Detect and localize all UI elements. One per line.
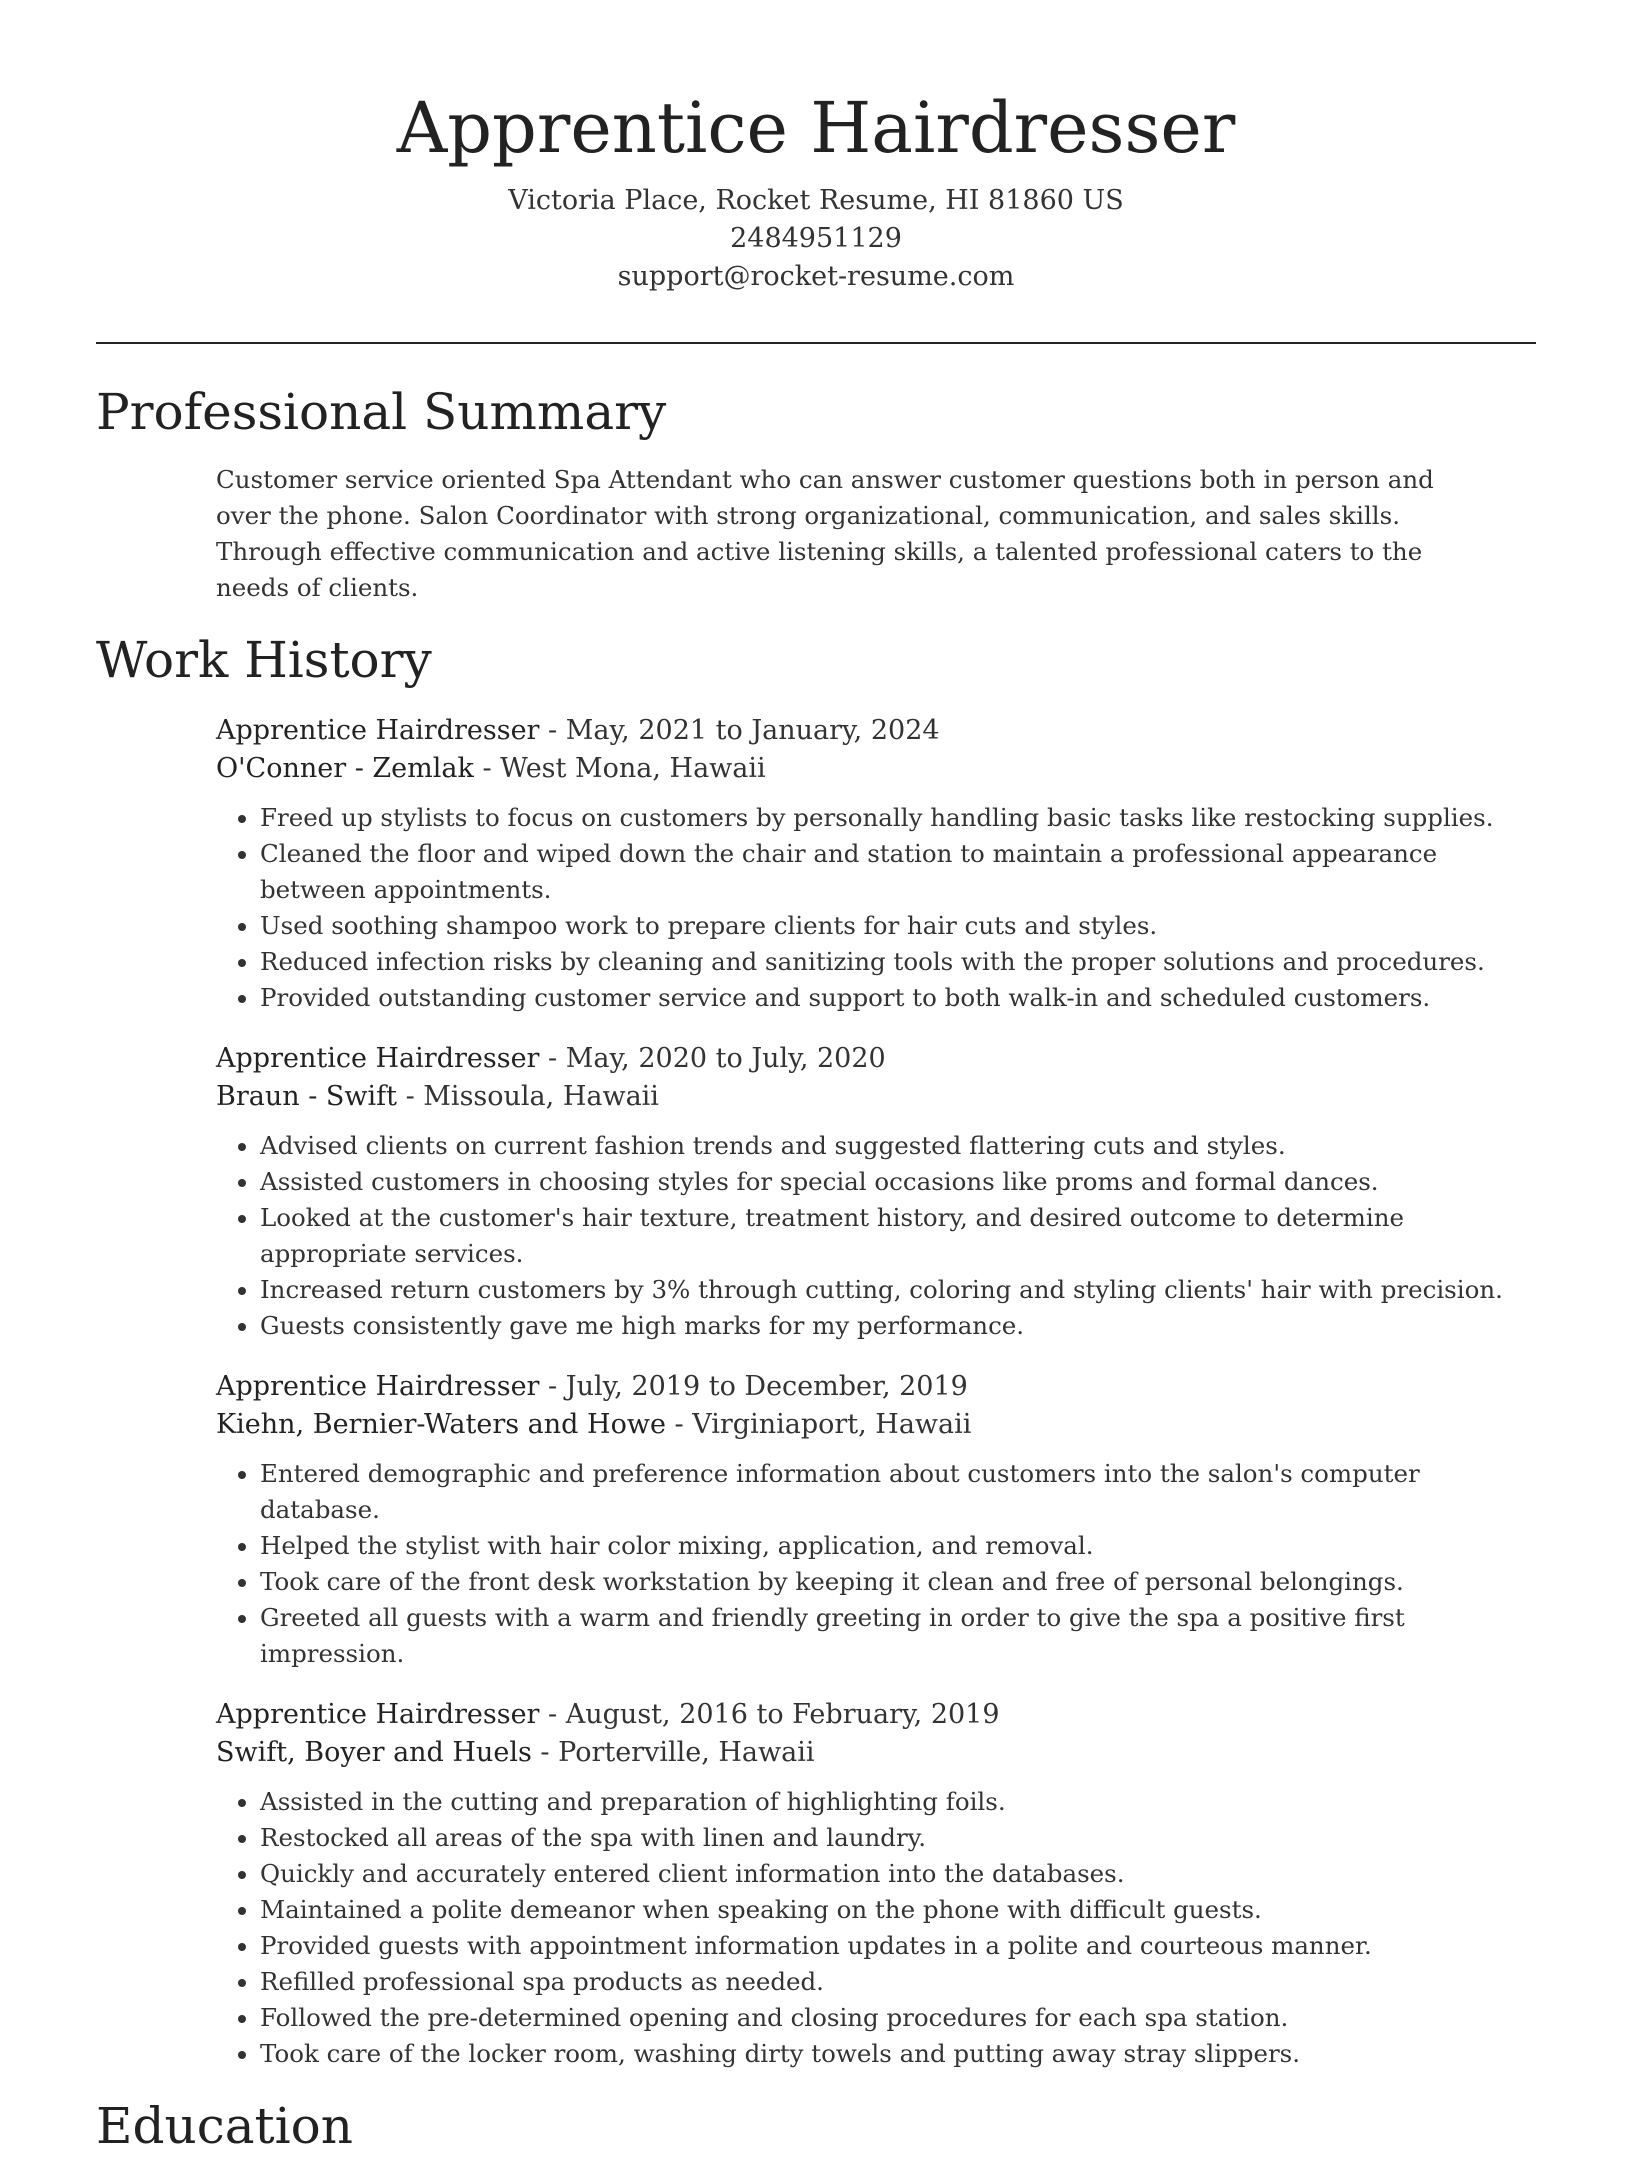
job-entry bbox=[216, 712, 1516, 1016]
contact-info bbox=[0, 182, 1632, 296]
job-heading bbox=[216, 1368, 1516, 1406]
job-location: - Missoula, Hawaii bbox=[397, 1081, 659, 1112]
job-bullet: • Looked at the customer's hair texture, treatment history, and desired outcome to determine appropriate services. bbox=[260, 1200, 1516, 1272]
job-bullet: • Cleaned the floor and wiped down the chair and station to maintain a professional appearance between appointments. bbox=[260, 836, 1516, 908]
contact-address: Victoria Place, Rocket Resume, HI 81860 US bbox=[508, 185, 1124, 216]
job-company: Swift, Boyer and Huels bbox=[216, 1737, 532, 1768]
summary-heading: Professional Summary bbox=[96, 383, 667, 441]
job-bullets bbox=[216, 1784, 1516, 2072]
education-section bbox=[96, 2094, 1536, 2158]
work-history-section bbox=[96, 628, 1536, 2072]
job-location: - Porterville, Hawaii bbox=[531, 1737, 815, 1768]
job-bullet: • Greeted all guests with a warm and friendly greeting in order to give the spa a positive first impression. bbox=[260, 1600, 1516, 1672]
job-bullet: • Followed the pre-determined opening and closing procedures for each spa station. bbox=[260, 2000, 1516, 2036]
job-bullets bbox=[216, 1456, 1516, 1672]
job-bullet: • Guests consistently gave me high marks for my performance. bbox=[260, 1308, 1516, 1344]
job-heading bbox=[216, 1696, 1516, 1734]
job-employer bbox=[216, 1734, 1516, 1772]
job-title: Apprentice Hairdresser bbox=[216, 715, 540, 746]
job-heading bbox=[216, 1040, 1516, 1078]
job-location: - West Mona, Hawaii bbox=[473, 753, 766, 784]
job-entry bbox=[216, 1696, 1516, 2072]
job-bullet: • Reduced infection risks by cleaning and sanitizing tools with the proper solutions and procedures. bbox=[260, 944, 1516, 980]
job-employer bbox=[216, 1406, 1516, 1444]
job-heading bbox=[216, 712, 1516, 750]
job-location: - Virginiaport, Hawaii bbox=[665, 1409, 972, 1440]
job-bullet: • Increased return customers by 3% through cutting, coloring and styling clients' hair with precision. bbox=[260, 1272, 1516, 1308]
work-history-heading: Work History bbox=[96, 631, 432, 689]
job-bullet: • Refilled professional spa products as needed. bbox=[260, 1964, 1516, 2000]
job-bullets bbox=[216, 1128, 1516, 1344]
job-employer bbox=[216, 750, 1516, 788]
job-dates: - July, 2019 to December, 2019 bbox=[539, 1371, 968, 1402]
job-company: Kiehn, Bernier-Waters and Howe bbox=[216, 1409, 666, 1440]
job-bullet: • Provided guests with appointment information updates in a polite and courteous manner. bbox=[260, 1928, 1516, 1964]
job-title: Apprentice Hairdresser bbox=[216, 1699, 540, 1730]
job-bullet: • Restocked all areas of the spa with linen and laundry. bbox=[260, 1820, 1516, 1856]
job-title: Apprentice Hairdresser bbox=[216, 1043, 540, 1074]
candidate-name: Apprentice Hairdresser bbox=[396, 87, 1236, 169]
job-bullet: • Freed up stylists to focus on customers by personally handling basic tasks like restocking supplies. bbox=[260, 800, 1516, 836]
job-bullet: • Took care of the locker room, washing dirty towels and putting away stray slippers. bbox=[260, 2036, 1516, 2072]
summary-text: Customer service oriented Spa Attendant who can answer customer questions both in person and over the phone. Salon Coordinator with strong organizational, communication, and sales skills. Through effective communication and active listening skills, a talented professional caters to the needs of clients. bbox=[216, 465, 1434, 602]
job-dates: - May, 2020 to July, 2020 bbox=[539, 1043, 886, 1074]
job-company: O'Conner - Zemlak bbox=[216, 753, 474, 784]
job-dates: - August, 2016 to February, 2019 bbox=[539, 1699, 1000, 1730]
job-employer bbox=[216, 1078, 1516, 1116]
job-bullet: • Used soothing shampoo work to prepare clients for hair cuts and styles. bbox=[260, 908, 1516, 944]
job-bullet: • Assisted customers in choosing styles for special occasions like proms and formal dances. bbox=[260, 1164, 1516, 1200]
contact-phone: 2484951129 bbox=[730, 223, 902, 254]
job-bullet: • Advised clients on current fashion trends and suggested flattering cuts and styles. bbox=[260, 1128, 1516, 1164]
summary-section bbox=[96, 380, 1536, 606]
job-company: Braun - Swift bbox=[216, 1081, 397, 1112]
resume-body bbox=[96, 380, 1536, 2158]
job-entry bbox=[216, 1040, 1516, 1344]
job-entry bbox=[216, 1368, 1516, 1672]
job-bullet: • Took care of the front desk workstation by keeping it clean and free of personal belongings. bbox=[260, 1564, 1516, 1600]
education-heading: Education bbox=[96, 2097, 353, 2155]
job-title: Apprentice Hairdresser bbox=[216, 1371, 540, 1402]
contact-email: support@rocket-resume.com bbox=[617, 261, 1015, 292]
header-divider bbox=[96, 342, 1536, 344]
job-bullet: • Entered demographic and preference information about customers into the salon's computer database. bbox=[260, 1456, 1516, 1528]
job-bullet: • Maintained a polite demeanor when speaking on the phone with difficult guests. bbox=[260, 1892, 1516, 1928]
job-bullet: • Assisted in the cutting and preparation of highlighting foils. bbox=[260, 1784, 1516, 1820]
job-bullet: • Helped the stylist with hair color mixing, application, and removal. bbox=[260, 1528, 1516, 1564]
job-bullet: • Quickly and accurately entered client information into the databases. bbox=[260, 1856, 1516, 1892]
job-bullets bbox=[216, 800, 1516, 1016]
job-bullet: • Provided outstanding customer service and support to both walk-in and scheduled customers. bbox=[260, 980, 1516, 1016]
job-dates: - May, 2021 to January, 2024 bbox=[539, 715, 940, 746]
resume-header bbox=[0, 0, 1632, 296]
